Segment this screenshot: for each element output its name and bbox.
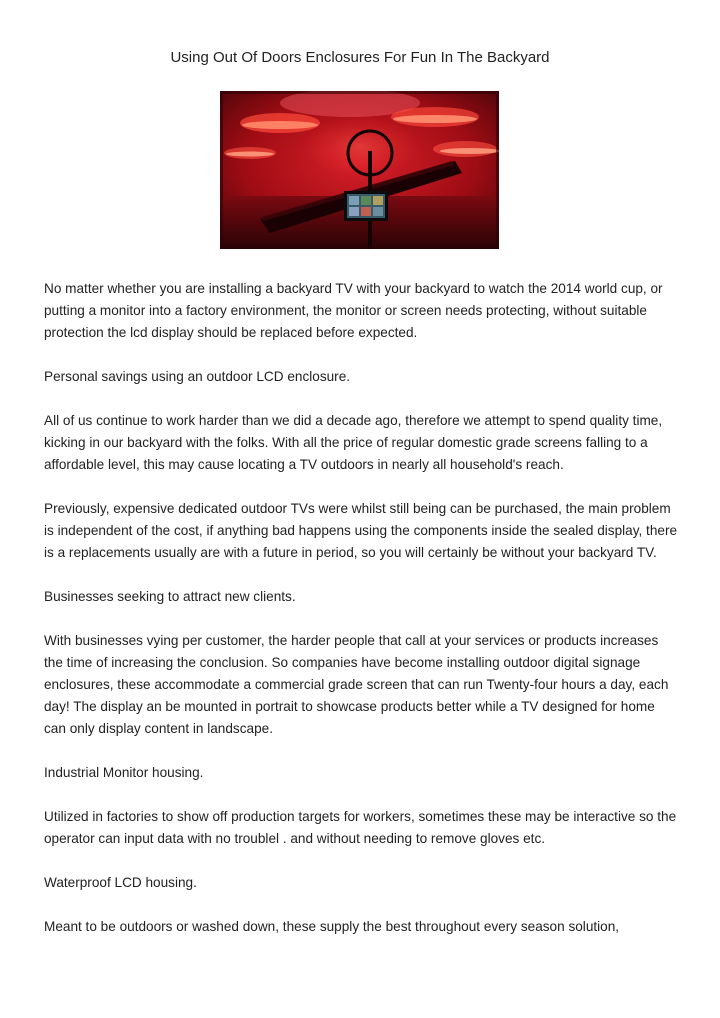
article-body — [44, 278, 680, 960]
paragraph-quality-time: All of us continue to work harder than we did a decade ago, therefore we attempt to spend quality time, kicking in our backyard with the folks. With all the price of regular domestic grade screens falling to a affordable level, this may cause locating a TV outdoors in nearly all household's reach. — [44, 413, 663, 472]
paragraph-previously: Previously, expensive dedicated outdoor TVs were whilst still being can be purchased, the main problem is independent of the cost, if anything bad happens using the components inside the sealed display, there is a replacements usually are with a future in period, so you will certainly be without your backyard TV. — [44, 501, 678, 560]
heading-personal-savings: Personal savings using an outdoor LCD enclosure. — [44, 369, 351, 384]
paragraph-waterproof: Meant to be outdoors or washed down, these supply the best throughout every season solution, — [44, 919, 620, 934]
heading-industrial: Industrial Monitor housing. — [44, 765, 204, 780]
paragraph-industrial: Utilized in factories to show off production targets for workers, sometimes these may be interactive so the operator can input data with no troublel . and without needing to remove gloves etc. — [44, 809, 677, 846]
red-lit-room-photo — [220, 91, 499, 249]
paragraph-intro: No matter whether you are installing a backyard TV with your backyard to watch the 2014 world cup, or putting a monitor into a factory environment, the monitor or screen needs protecting, without suitable protection the lcd display should be replaced before expected. — [44, 281, 663, 340]
hero-photo — [220, 91, 499, 249]
heading-waterproof: Waterproof LCD housing. — [44, 875, 197, 890]
page-title: Using Out Of Doors Enclosures For Fun In The Backyard — [170, 49, 550, 66]
heading-businesses: Businesses seeking to attract new clients. — [44, 589, 296, 604]
paragraph-businesses: With businesses vying per customer, the harder people that call at your services or products increases the time of increasing the conclusion. So companies have become installing outdoor digital signage enclosures, these accommodate a commercial grade screen that can run Twenty-four hours a day, each day! The display an be mounted in portrait to showcase products better while a TV designed for home can only display content in landscape. — [44, 633, 669, 736]
